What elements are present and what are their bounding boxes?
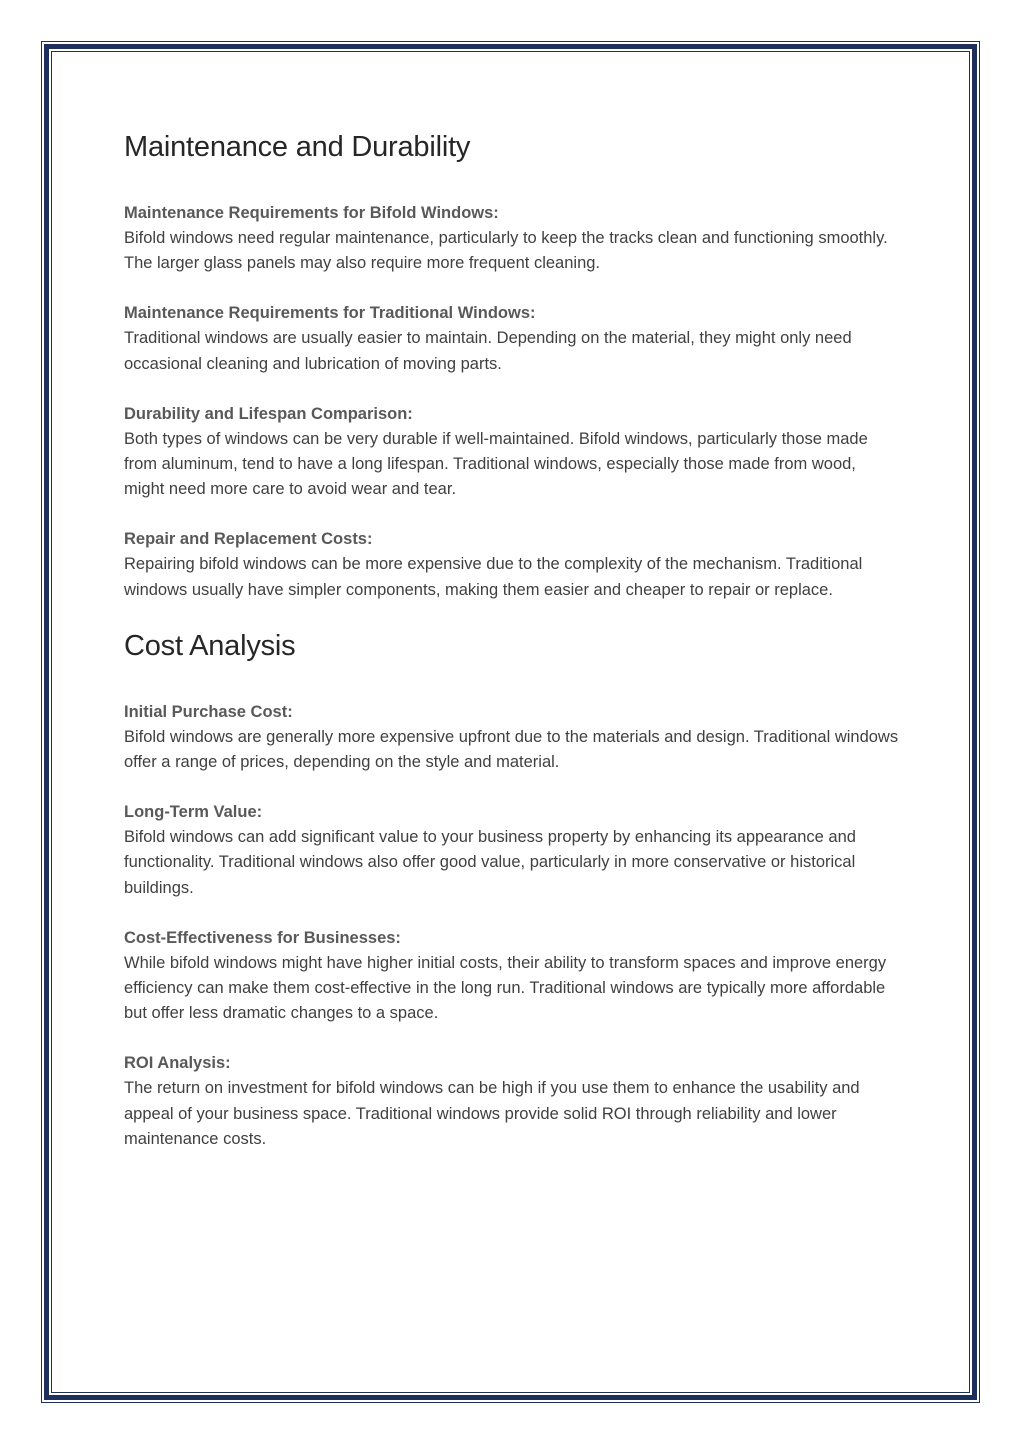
block-title: Maintenance Requirements for Bifold Windows: [124, 204, 499, 222]
block-title: ROI Analysis: [124, 1054, 231, 1073]
block-text: While bifold windows might have higher initial costs, their ability to transform spaces and improve energy efficiency can make them cost-effective in the long run. Traditional windows are typically more affordable but offer less dramatic changes to a space. [124, 953, 887, 1023]
block-initial-cost [124, 700, 899, 775]
section-heading-cost-analysis: Cost Analysis [124, 629, 296, 662]
block-bifold-maintenance [124, 201, 899, 276]
block-text: Bifold windows can add significant value to your business property by enhancing its appearance and functionality. Traditional windows also offer good value, particularly in more conservative or historical buildings. [124, 828, 856, 897]
block-text: Bifold windows need regular maintenance, particularly to keep the tracks clean and functioning smoothly. The larger glass panels may also require more frequent cleaning. [124, 229, 888, 273]
block-title: Initial Purchase Cost: [124, 702, 293, 721]
block-durability [124, 402, 899, 503]
block-text: Both types of windows can be very durable if well-maintained. Bifold windows, particularly those made from aluminum, tend to have a long lifespan. Traditional windows, especially those made from wood, might need more care to avoid wear and tear. [124, 429, 868, 499]
block-title: Durability and Lifespan Comparison: [124, 404, 413, 423]
block-title: Repair and Replacement Costs: [124, 530, 373, 549]
block-repair-costs [124, 527, 899, 602]
block-title: Long-Term Value: [124, 803, 263, 822]
block-text: Repairing bifold windows can be more expensive due to the complexity of the mechanism. Traditional windows usually have simpler components, making them easier and cheaper to repair or replace. [124, 555, 863, 599]
block-text: Bifold windows are generally more expensive upfront due to the materials and design. Traditional windows offer a range of prices, depending on the style and material. [124, 727, 899, 772]
block-text: Traditional windows are usually easier to maintain. Depending on the material, they might only need occasional cleaning and lubrication of moving parts. [124, 329, 852, 373]
block-title: Maintenance Requirements for Traditional Windows: [124, 304, 536, 323]
block-text: The return on investment for bifold windows can be high if you use them to enhance the usability and appeal of your business space. Traditional windows provide solid ROI through reliability and lower maintenance costs. [124, 1079, 860, 1148]
document-content [124, 124, 899, 1152]
block-long-term-value [124, 800, 899, 901]
block-title: Cost-Effectiveness for Businesses: [124, 928, 401, 947]
block-cost-effectiveness [124, 926, 899, 1027]
section-heading-maintenance: Maintenance and Durability [124, 131, 471, 163]
block-traditional-maintenance [124, 301, 899, 376]
block-roi-analysis [124, 1051, 899, 1152]
